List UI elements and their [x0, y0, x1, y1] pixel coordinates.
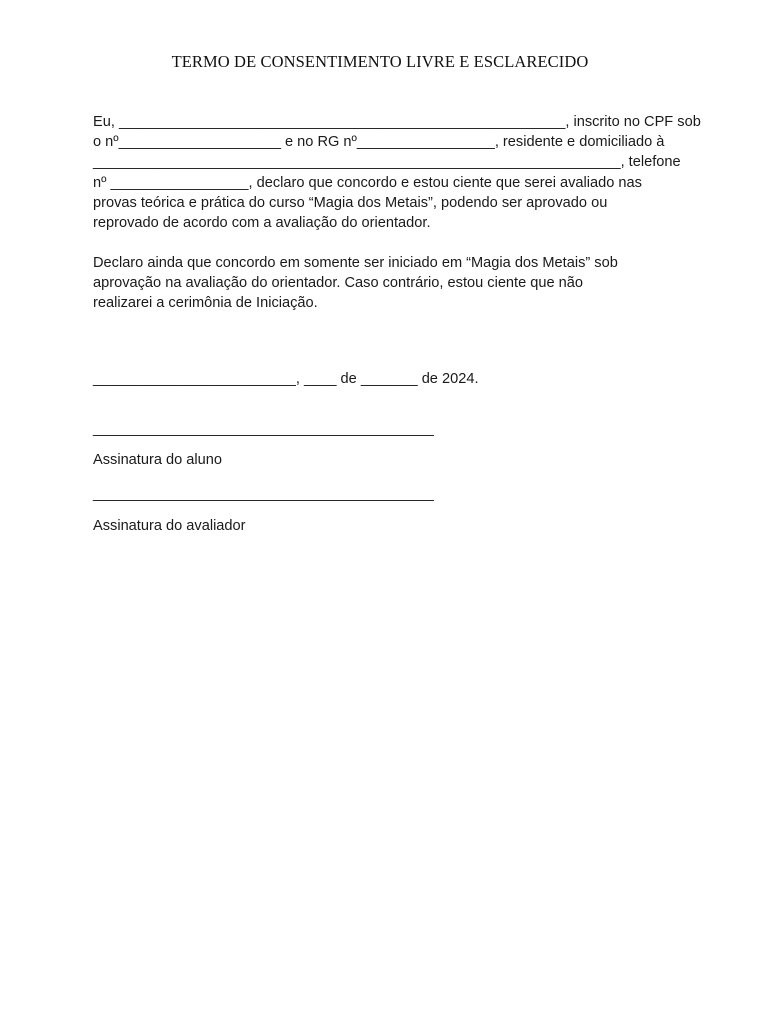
paragraph-2-line-2: aprovação na avaliação do orientador. Caso contrário, estou ciente que não — [93, 275, 584, 292]
paragraph-1-line-6: reprovado de acordo com a avaliação do orientador. — [93, 215, 431, 232]
document-title: TERMO DE CONSENTIMENTO LIVRE E ESCLARECIDO — [171, 52, 589, 71]
paragraph-1-line-3: _________________________________________________________________, telefone — [93, 154, 681, 171]
paragraph-1-line-2: o nº____________________ e no RG nº_________________, residente e domiciliado à — [93, 134, 665, 151]
paragraph-1-line-4: nº _________________, declaro que concordo e estou ciente que serei avaliado nas — [93, 174, 642, 191]
evaluator-signature-line: __________________________________________ — [93, 486, 434, 502]
paragraph-2-line-1: Declaro ainda que concordo em somente ser iniciado em “Magia dos Metais” sob — [93, 255, 618, 271]
place-date-line: _________________________, ____ de _______ de 2024. — [93, 371, 479, 387]
consent-paragraph-1 — [93, 112, 701, 233]
student-signature-label: Assinatura do aluno — [93, 452, 222, 468]
evaluator-signature-label: Assinatura do avaliador — [93, 518, 246, 534]
paragraph-1-line-5: provas teórica e prática do curso “Magia dos Metais”, podendo ser aprovado ou — [93, 194, 608, 211]
student-signature-line: __________________________________________ — [93, 421, 434, 437]
consent-paragraph-2 — [93, 253, 673, 314]
paragraph-2-line-3: realizarei a cerimônia de Iniciação. — [93, 295, 318, 312]
paragraph-1-line-1: Eu, _______________________________________________________, inscrito no CPF sob — [93, 114, 701, 130]
